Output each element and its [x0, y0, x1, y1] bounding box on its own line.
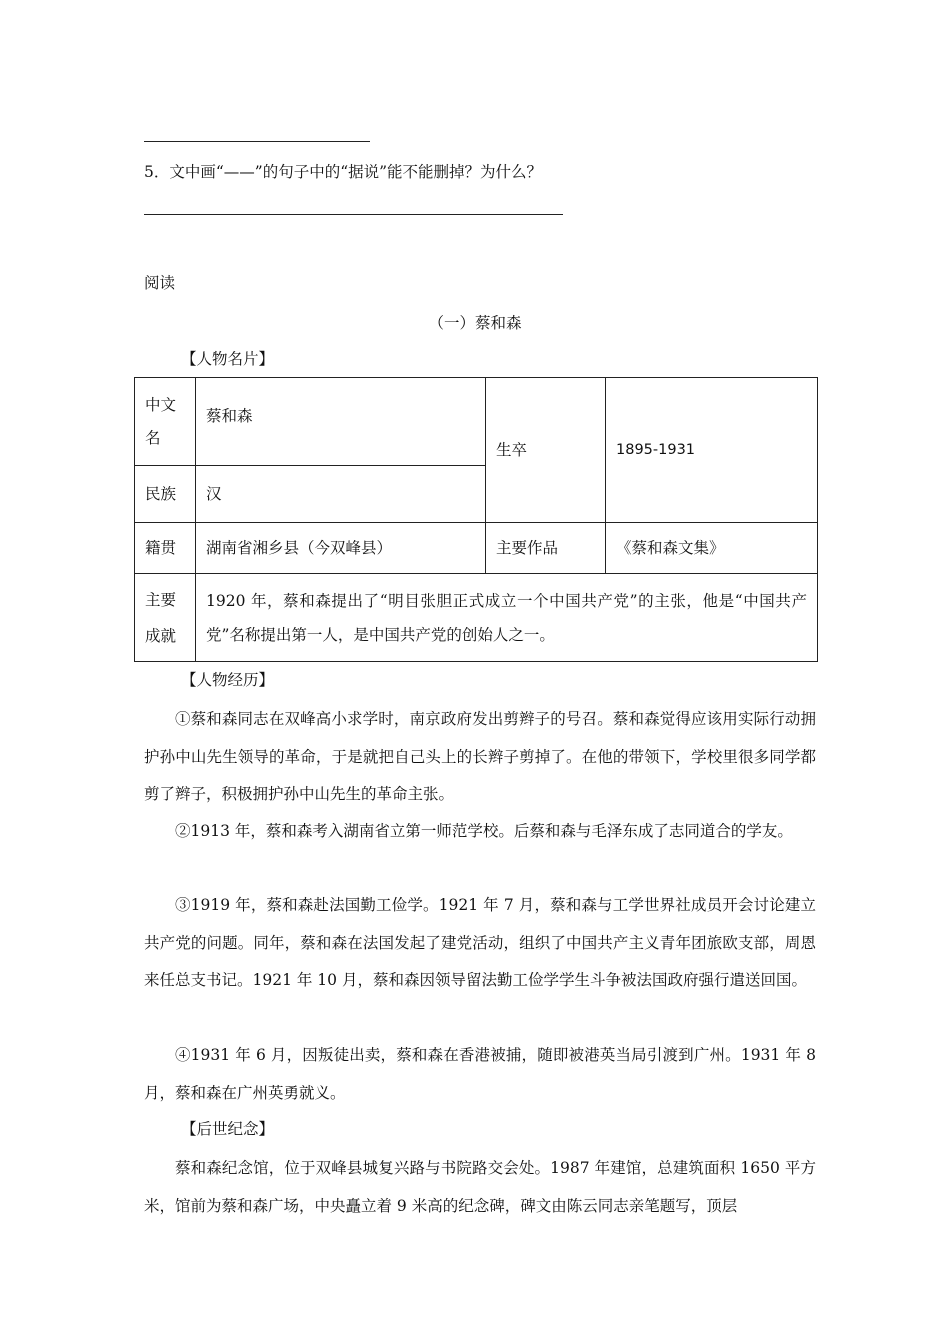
life-value: 1895-1931: [616, 442, 696, 458]
ethnic-label-cell: [135, 466, 196, 523]
works-value: 《蔡和森文集》: [616, 539, 725, 557]
achieve-label-cell: [135, 574, 196, 662]
profile-card-table: [134, 377, 818, 662]
works-label: 主要作品: [496, 539, 559, 557]
card-heading: 【人物名片】: [181, 350, 275, 368]
section-title: （一）蔡和森: [428, 314, 522, 332]
origin-value-cell: [196, 523, 486, 574]
ethnic-label: 民族: [145, 485, 177, 503]
reading-label: 阅读: [144, 274, 176, 292]
experience-paragraph-2: ②1913 年，蔡和森考入湖南省立第一师范学校。后蔡和森与毛泽东成了志同道合的学友。: [175, 822, 793, 840]
achieve-value-cell: [196, 574, 818, 662]
name-value-cell: [196, 378, 486, 466]
experience-paragraph-3: ③1919 年，蔡和森赴法国勤工俭学。1921 年 7 月，蔡和森与工学世界社成员开会讨论建立共产党的问题。同年，蔡和森在法国发起了建党活动，组织了中国共产主义青年团旅欧支部，周恩来任总支书记。1921 年 10 月，蔡和森因领导留法勤工俭学学生斗争被法国政府强行遣送回国。: [144, 896, 816, 989]
achieve-label: 主要成就: [145, 590, 177, 645]
life-value-cell: [606, 378, 818, 523]
experience-paragraph-1: ①蔡和森同志在双峰高小求学时，南京政府发出剪辫子的号召。蔡和森觉得应该用实际行动拥护孙中山先生领导的革命，于是就把自己头上的长辫子剪掉了。在他的带领下，学校里很多同学都剪了辫子，积极拥护孙中山先生的革命主张。: [144, 710, 816, 803]
origin-label-cell: [135, 523, 196, 574]
ethnic-value-cell: [196, 466, 486, 523]
question-5: 5．文中画“——”的句子中的“据说”能不能删掉？为什么？: [144, 163, 543, 181]
works-value-cell: [606, 523, 818, 574]
name-label-cell: [135, 378, 196, 466]
life-label-cell: [486, 378, 606, 523]
origin-value: 湖南省湘乡县（今双峰县）: [206, 539, 393, 557]
name-value: 蔡和森: [206, 407, 253, 425]
memorial-heading: 【后世纪念】: [181, 1120, 275, 1138]
answer-line-question-5: [144, 214, 563, 215]
experience-paragraph-4: ④1931 年 6 月，因叛徒出卖，蔡和森在香港被捕，随即被港英当局引渡到广州。1931 年 8 月，蔡和森在广州英勇就义。: [144, 1046, 816, 1102]
origin-label: 籍贯: [145, 539, 177, 557]
works-label-cell: [486, 523, 606, 574]
name-label: 中文名: [145, 395, 177, 447]
ethnic-value: 汉: [206, 485, 222, 503]
achieve-value: 1920 年，蔡和森提出了“明目张胆正式成立一个中国共产党”的主张，他是“中国共产党”名称提出第一人，是中国共产党的创始人之一。: [206, 591, 807, 644]
life-label: 生卒: [496, 441, 528, 459]
answer-line-previous: [144, 141, 370, 142]
experience-heading: 【人物经历】: [181, 671, 275, 689]
memorial-paragraph: 蔡和森纪念馆，位于双峰县城复兴路与书院路交会处。1987 年建馆，总建筑面积 1650 平方米，馆前为蔡和森广场，中央矗立着 9 米高的纪念碑，碑文由陈云同志亲笔题写，顶层: [144, 1159, 816, 1215]
